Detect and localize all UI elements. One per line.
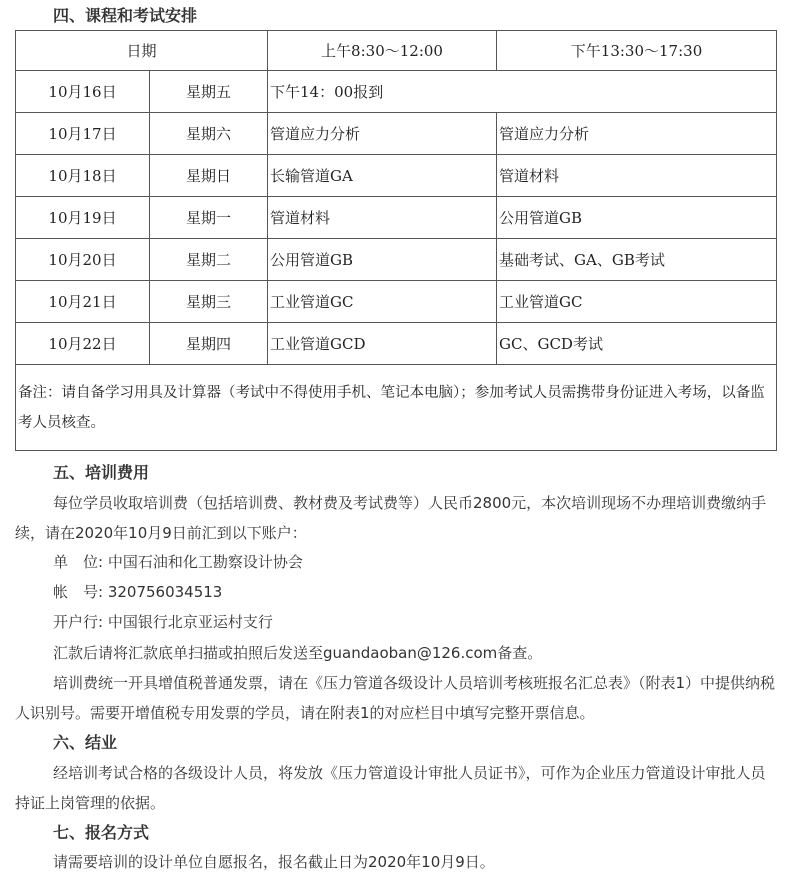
table-row: [16, 113, 777, 155]
row-weekday: 星期六: [150, 113, 268, 155]
table-row: [16, 197, 777, 239]
row-morning: 长输管道GA: [268, 155, 497, 197]
header-date: 日期: [16, 31, 268, 71]
schedule-note: 备注：请自备学习用具及计算器（考试中不得使用手机、笔记本电脑）；参加考试人员需携带身份证进入考场，以备监考人员核查。: [16, 365, 777, 451]
row-morning: 工业管道GC: [268, 281, 497, 323]
schedule-note-row: [16, 365, 777, 451]
fee-paragraph: 每位学员收取培训费（包括培训费、教材费及考试费等）人民币2800元，本次培训现场不办理培训费缴纳手续，请在2020年10月9日前汇到以下账户：: [15, 494, 767, 542]
row-date: 10月16日: [16, 71, 150, 113]
row-weekday: 星期三: [150, 281, 268, 323]
table-row: [16, 71, 777, 113]
row-morning: 工业管道GCD: [268, 323, 497, 365]
row-weekday: 星期一: [150, 197, 268, 239]
row-date: 10月18日: [16, 155, 150, 197]
row-date: 10月19日: [16, 197, 150, 239]
row-afternoon: 基础考试、GA、GB考试: [497, 239, 777, 281]
schedule-header-row: [16, 31, 777, 71]
header-morning: 上午8:30～12:00: [268, 31, 497, 71]
section-4-heading: 四、课程和考试安排: [53, 6, 198, 25]
row-weekday: 星期四: [150, 323, 268, 365]
table-row: [16, 155, 777, 197]
table-row: [16, 323, 777, 365]
row-weekday: 星期日: [150, 155, 268, 197]
row-afternoon: 管道应力分析: [497, 113, 777, 155]
row-weekday: 星期二: [150, 239, 268, 281]
table-row: [16, 239, 777, 281]
row-morning: 管道材料: [268, 197, 497, 239]
row-date: 10月21日: [16, 281, 150, 323]
section-6-heading: 六、结业: [53, 733, 118, 752]
table-row: [16, 281, 777, 323]
section-7-heading: 七、报名方式: [53, 823, 150, 842]
section-5-heading: 五、培训费用: [53, 463, 150, 482]
account-number: 帐 号: 320756034513: [53, 583, 223, 601]
row-morning: 下午14：00报到: [268, 71, 777, 113]
row-weekday: 星期五: [150, 71, 268, 113]
row-date: 10月20日: [16, 239, 150, 281]
remittance-note: 汇款后请将汇款底单扫描或拍照后发送至guandaoban@126.com备查。: [53, 644, 543, 662]
row-afternoon: GC、GCD考试: [497, 323, 777, 365]
account-bank: 开户行: 中国银行北京亚运村支行: [53, 613, 273, 631]
row-afternoon: 公用管道GB: [497, 197, 777, 239]
invoice-paragraph: 培训费统一开具增值税普通发票，请在《压力管道各级设计人员培训考核班报名汇总表》（附表1）中提供纳税人识别号。需要开增值税专用发票的学员，请在附表1的对应栏目中填写完整开票信息。: [15, 674, 776, 722]
completion-paragraph: 经培训考试合格的各级设计人员，将发放《压力管道设计审批人员证书》，可作为企业压力管道设计审批人员持证上岗管理的依据。: [15, 764, 766, 812]
schedule-table: [15, 30, 777, 451]
row-morning: 管道应力分析: [268, 113, 497, 155]
row-morning: 公用管道GB: [268, 239, 497, 281]
row-afternoon: 管道材料: [497, 155, 777, 197]
row-afternoon: 工业管道GC: [497, 281, 777, 323]
header-afternoon: 下午13:30～17:30: [497, 31, 777, 71]
account-unit: 单 位: 中国石油和化工勘察设计协会: [53, 553, 303, 571]
row-date: 10月22日: [16, 323, 150, 365]
registration-paragraph: 请需要培训的设计单位自愿报名，报名截止日为2020年10月9日。: [53, 853, 495, 871]
row-date: 10月17日: [16, 113, 150, 155]
